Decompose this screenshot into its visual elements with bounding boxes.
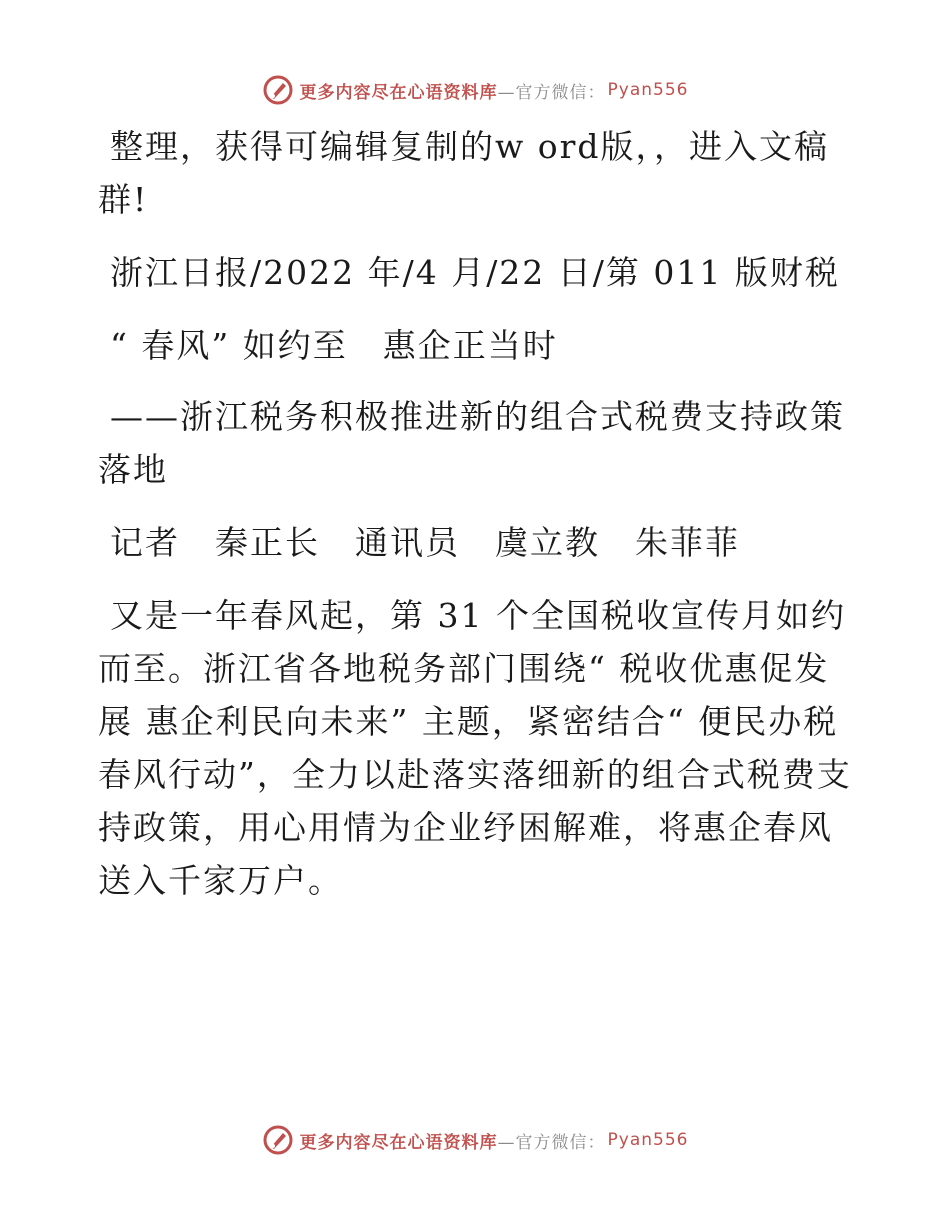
pen-logo-icon: [262, 74, 294, 106]
document-body: [98, 120, 858, 927]
pen-logo-icon: [262, 1124, 294, 1156]
article-title: “ 春风” 如约至 惠企正当时: [110, 326, 558, 365]
header-watermark: [0, 70, 950, 110]
watermark-wechat-id: Pyan556: [607, 1130, 689, 1150]
watermark-main-text: 更多内容尽在心语资料库: [299, 82, 498, 103]
source-line: 浙江日报/2022 年/4 月/22 日/第 011 版财税: [110, 253, 840, 292]
body-paragraph: 又是一年春风起，第 31 个全国税收宣传月如约而至。浙江省各地税务部门围绕“ 税收优惠促发展 惠企利民向未来” 主题，紧密结合“ 便民办税春风行动”，全力以赴落实落细新的组合式税费支持政策，用心用情为企业纾困解难，将惠企春风送入千家万户。: [98, 596, 852, 900]
watermark-sub-text: —官方微信：: [497, 1132, 606, 1153]
watermark-wechat-id: Pyan556: [607, 80, 689, 100]
byline: 记者 秦正长 通讯员 虞立教 朱菲菲: [110, 523, 740, 562]
watermark-sub-text: —官方微信：: [497, 82, 606, 103]
footer-watermark: [0, 1120, 950, 1160]
intro-paragraph: 整理，获得可编辑复制的w ord版，，进入文稿群!: [98, 127, 830, 219]
article-subtitle: ——浙江税务积极推进新的组合式税费支持政策落地: [98, 397, 845, 489]
watermark-main-text: 更多内容尽在心语资料库: [299, 1132, 498, 1153]
